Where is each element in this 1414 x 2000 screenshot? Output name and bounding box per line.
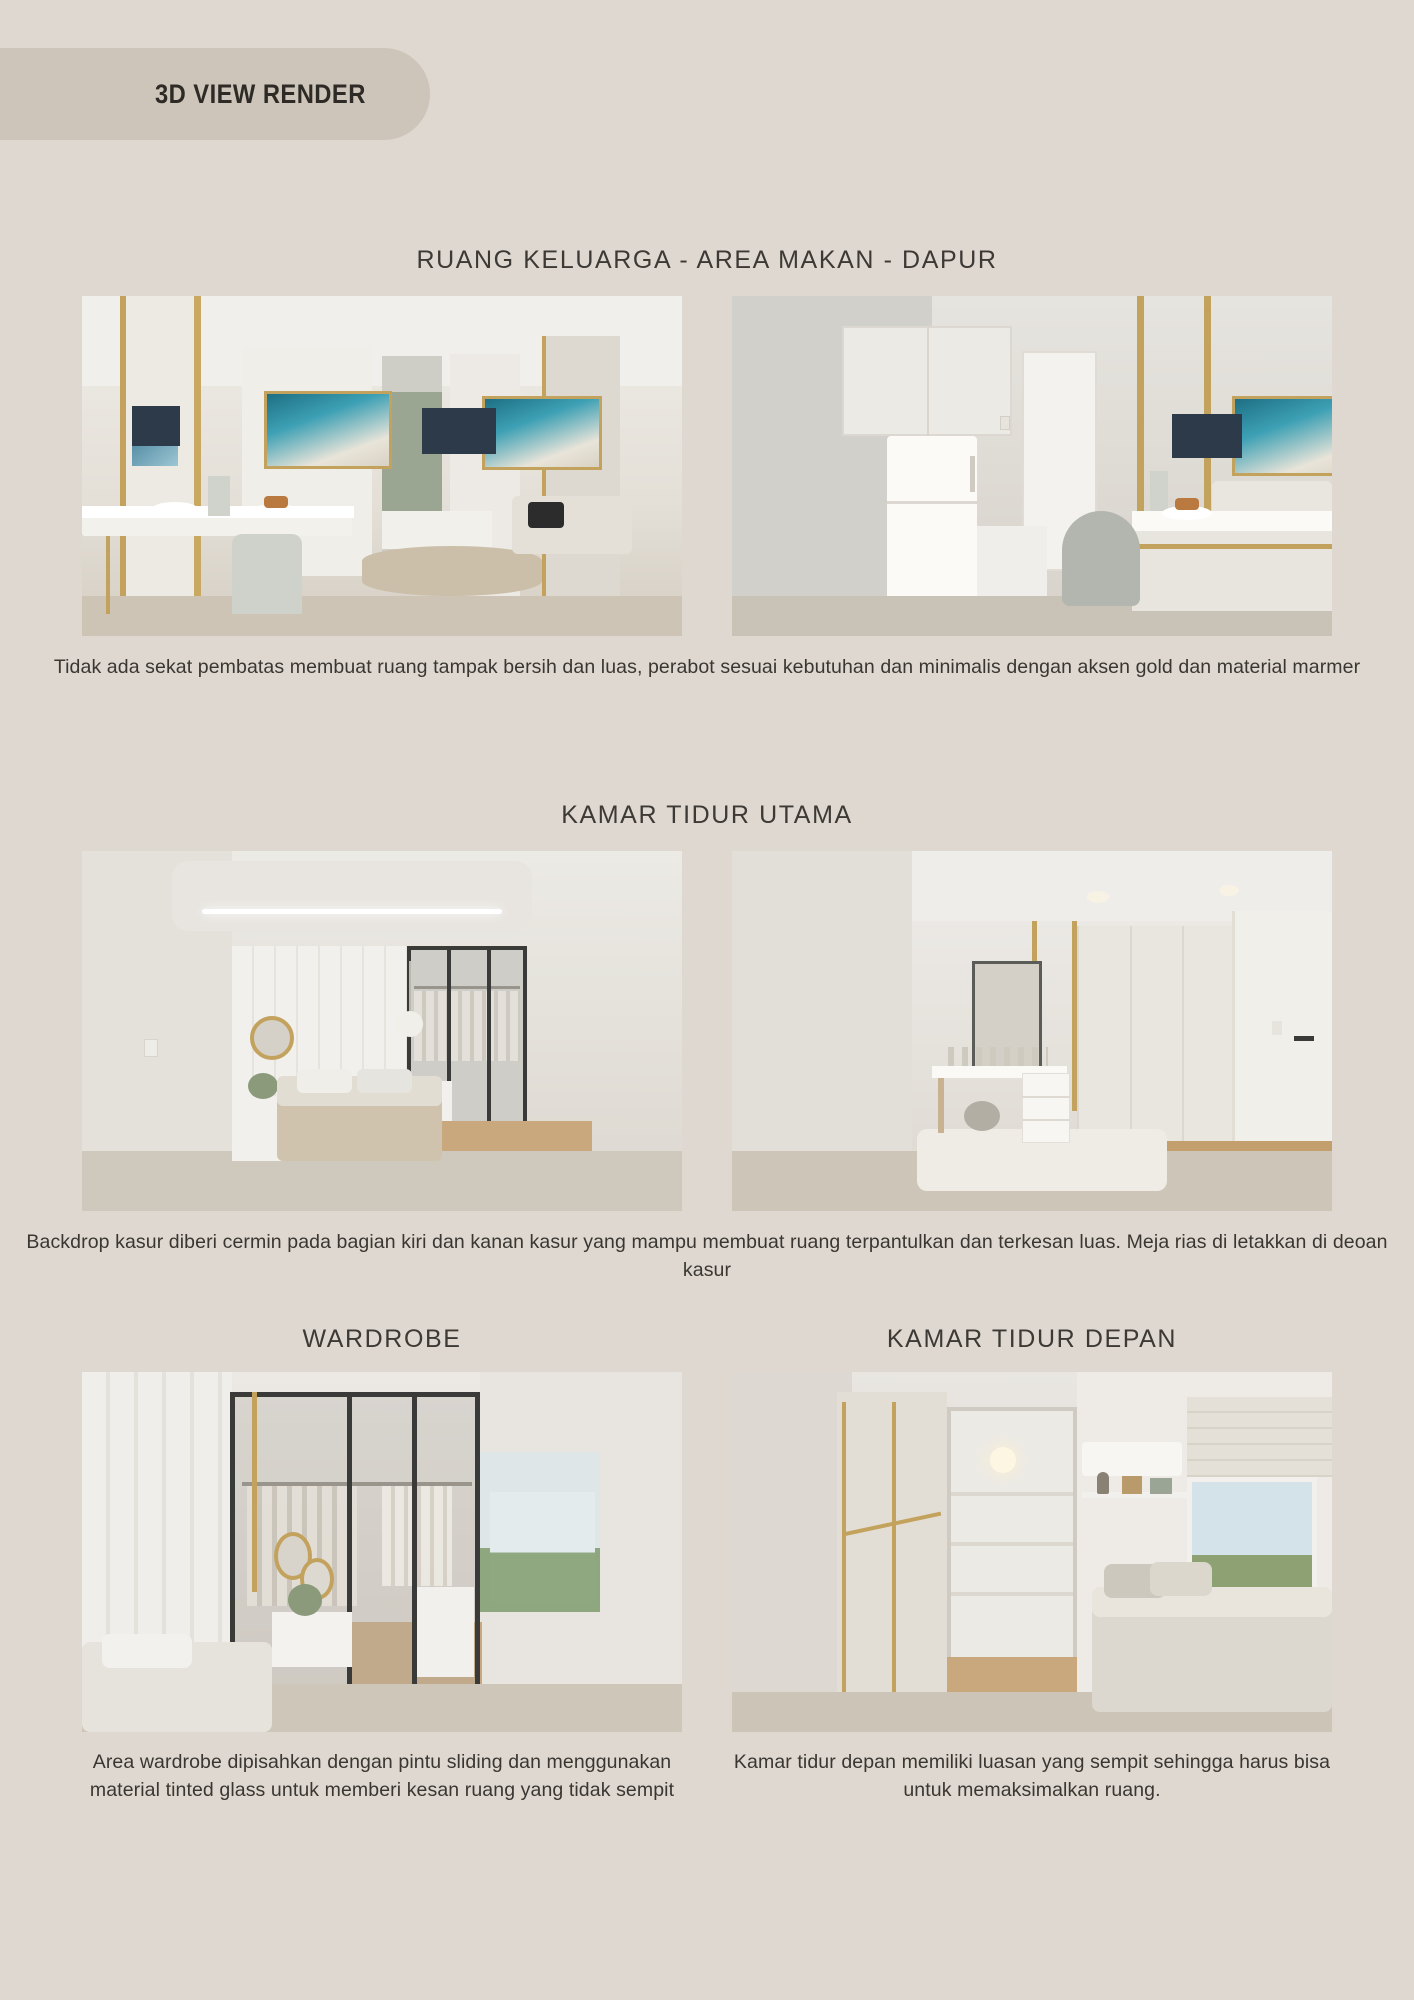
render-wardrobe (82, 1372, 682, 1732)
section-title: KAMAR TIDUR UTAMA (561, 800, 853, 829)
section-captions-row (0, 1748, 1414, 1824)
section-master-bedroom (0, 780, 1414, 1304)
render-master-bedroom (82, 851, 682, 1211)
image-pair (0, 296, 1414, 636)
section-living-dining-kitchen (0, 225, 1414, 700)
render-master-bedroom-vanity (732, 851, 1332, 1211)
section-titles-row (0, 1325, 1414, 1354)
section-title-front-bedroom: KAMAR TIDUR DEPAN (886, 1325, 1178, 1353)
section-caption: Backdrop kasur diberi cermin pada bagian kiri dan kanan kasur yang mampu membuat ruang terpantulkan dan terkesan luas. Meja rias di letakkan di deoan kasur (26, 1230, 1388, 1281)
image-pair (0, 1372, 1414, 1732)
section-title: RUANG KELUARGA - AREA MAKAN - DAPUR (416, 245, 998, 274)
section-caption: Tidak ada sekat pembatas membuat ruang tampak bersih dan luas, perabot sesuai kebutuhan dan minimalis dengan aksen gold dan material marmer (53, 655, 1361, 678)
caption-wardrobe: Area wardrobe dipisahkan dengan pintu sliding dan menggunakan material tinted glass untuk memberi kesan ruang yang tidak sempit (89, 1751, 675, 1802)
section-title-wardrobe: WARDROBE (302, 1325, 462, 1353)
image-pair (0, 851, 1414, 1211)
render-living-dining (82, 296, 682, 636)
render-kitchen (732, 296, 1332, 636)
header-banner (0, 48, 430, 140)
page-title: 3D VIEW RENDER (155, 78, 366, 109)
section-wardrobe-front-bedroom (0, 1325, 1414, 1824)
render-front-bedroom (732, 1372, 1332, 1732)
caption-front-bedroom: Kamar tidur depan memiliki luasan yang sempit sehingga harus bisa untuk memaksimalkan ruang. (733, 1751, 1331, 1802)
